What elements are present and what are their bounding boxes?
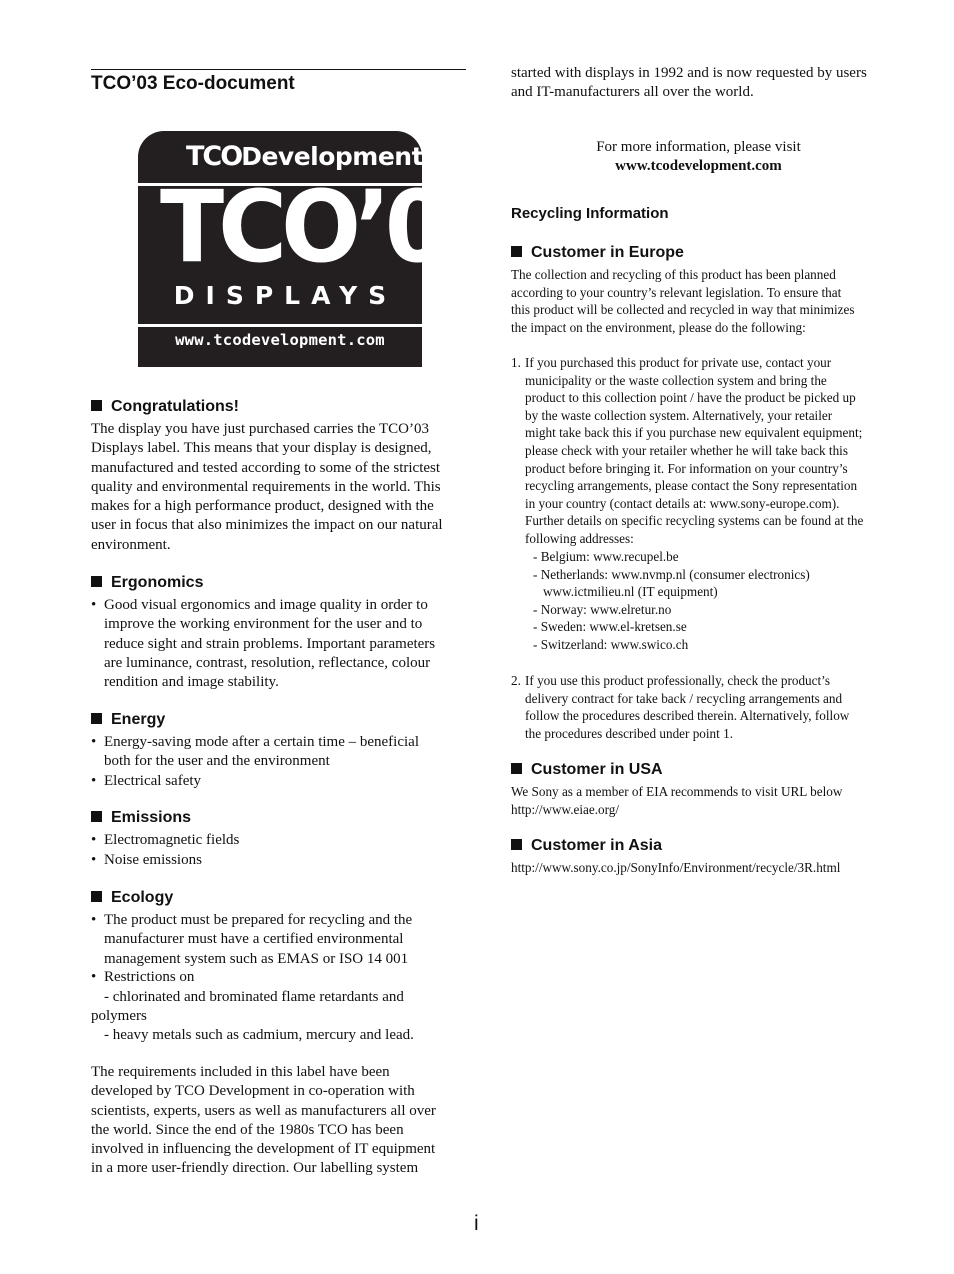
list-item-2: 2. If you use this product professionally, check the product’s delivery contract for take back / recycling arrangements and follow the procedures described therein. Alternatively, follow the procedures described under point 1. xyxy=(511,673,850,741)
logo-tco03-text: TCO’03 xyxy=(160,170,504,286)
paragraph-requirements: The requirements included in this label have been developed by TCO Development in co-operation with scientists, experts, users as well as manufacturers all over the world. Since the end of the 1980s TCO has been involved in influencing the development of IT equipment in a more user-friendly direction. Our labelling system xyxy=(91,1064,436,1177)
heading-recycling: Recycling Information xyxy=(511,205,669,222)
sub-item: - chlorinated and brominated flame retardants and xyxy=(104,989,404,1005)
heading-customer-asia: Customer in Asia xyxy=(511,837,662,855)
more-info: For more information, please visit www.tcodevelopment.com xyxy=(511,138,886,177)
address-belgium: - Belgium: www.recupel.be xyxy=(533,549,679,564)
list-item: • The product must be prepared for recycling and the manufacturer must have a certified environmental management system such as EMAS or ISO 14 001 xyxy=(91,911,471,969)
heading-emissions: Emissions xyxy=(91,809,191,827)
heading-customer-usa: Customer in USA xyxy=(511,761,663,779)
paragraph-europe-intro: The collection and recycling of this product has been planned according to your country’s relevant legislation. To ensure that this product will be collected and recycled in way that minimizes the impact on the environment, please do the following: xyxy=(511,267,855,335)
sub-item: - heavy metals such as cadmium, mercury and lead. xyxy=(104,1027,414,1043)
heading-ecology: Ecology xyxy=(91,889,173,907)
paragraph-congratulations: The display you have just purchased carries the TCO’03 Displays label. This means that your display is designed, manufactured and tested according to some of the strictest quality and environmental requirements in the world. This makes for a high performance product, designed with the user in focus that also minimizes the impact on our natural environment. xyxy=(91,421,443,553)
page-title: TCO’03 Eco-document xyxy=(91,73,295,94)
header-rule xyxy=(91,69,466,70)
heading-energy: Energy xyxy=(91,711,165,729)
more-info-link[interactable]: www.tcodevelopment.com xyxy=(615,158,782,175)
address-switzerland: - Switzerland: www.swico.ch xyxy=(533,636,689,652)
heading-congratulations: Congratulations! xyxy=(91,398,239,416)
square-bullet-icon xyxy=(91,400,102,411)
logo-displays-text: DISPLAYS xyxy=(173,281,398,310)
tco-displays-logo xyxy=(138,131,504,367)
square-bullet-icon xyxy=(91,576,102,587)
square-bullet-icon xyxy=(511,839,522,850)
list-item: • Energy-saving mode after a certain time – beneficial both for the user and the environment xyxy=(91,733,471,772)
paragraph-requirements-continued: started with displays in 1992 and is now requested by users and IT-manufacturers all over the world. xyxy=(511,65,867,101)
square-bullet-icon xyxy=(91,713,102,724)
page-number: i xyxy=(474,1212,479,1235)
address-netherlands-it: www.ictmilieu.nl (IT equipment) xyxy=(543,584,718,600)
heading-customer-europe: Customer in Europe xyxy=(511,244,684,262)
heading-ergonomics: Ergonomics xyxy=(91,574,203,592)
square-bullet-icon xyxy=(91,811,102,822)
paragraph-usa: We Sony as a member of EIA recommends to visit URL below http://www.eiae.org/ xyxy=(511,784,843,817)
paragraph-asia: http://www.sony.co.jp/SonyInfo/Environment/recycle/3R.html xyxy=(511,860,841,875)
address-sweden: - Sweden: www.el-kretsen.se xyxy=(533,619,687,635)
list-item: • Good visual ergonomics and image quality in order to improve the working environment for the user and to reduce sight and strain problems. Important parameters are luminance, contrast, resolution, reflectance, colour rendition and image stability. xyxy=(91,596,471,692)
sub-item-continued: polymers xyxy=(91,1008,147,1024)
logo-brand: TCODevelopment xyxy=(186,141,424,172)
square-bullet-icon xyxy=(91,891,102,902)
list-item: • Electrical safety xyxy=(91,772,471,791)
list-item: • Electromagnetic fields xyxy=(91,831,471,850)
list-item: • Noise emissions xyxy=(91,851,471,870)
square-bullet-icon xyxy=(511,763,522,774)
list-item-1: 1. If you purchased this product for private use, contact your municipality or the waste collection system and bring the product to this collection point / have the product be picked up by the waste collection system. Alternatively, your retailer might take back this if you purchase new equivalent equipment; please check with your retailer whether he will take back this product before bringing it. For information on your country’s recycling arrangements, please contact the Sony representation in your country (contact details at: www.sony-europe.com). Further details on specific recycling systems can be found at the following addresses: xyxy=(511,355,864,546)
list-item: • Restrictions on xyxy=(91,968,471,987)
address-norway: - Norway: www.elretur.no xyxy=(533,601,672,617)
logo-url: www.tcodevelopment.com xyxy=(175,331,385,349)
address-list xyxy=(533,548,893,654)
address-netherlands: - Netherlands: www.nvmp.nl (consumer electronics) xyxy=(533,566,810,582)
square-bullet-icon xyxy=(511,246,522,257)
